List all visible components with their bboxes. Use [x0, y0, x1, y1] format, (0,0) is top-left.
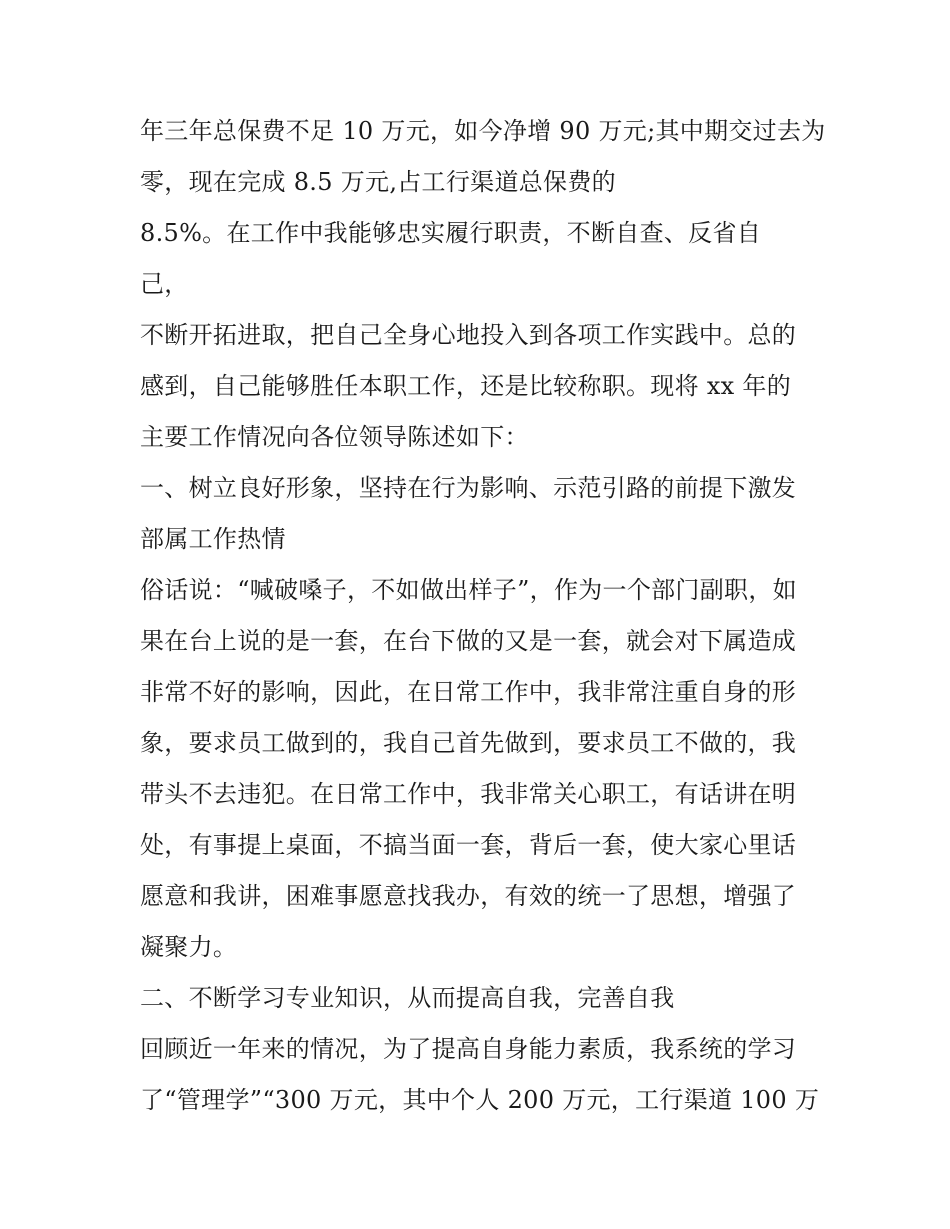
text-line: 了“管理学”“300 万元，其中个人 200 万元，工行渠道 100 万 [140, 1086, 820, 1114]
text-line: 愿意和我讲，困难事愿意找我办，有效的统一了思想，增强了 [140, 882, 797, 910]
text-line: 凝聚力。 [140, 933, 238, 961]
section-heading: 一、树立良好形象，坚持在行为影响、示范引路的前提下激发 [140, 474, 797, 502]
text-line: 俗话说：“喊破嗓子，不如做出样子”，作为一个部门副职，如 [140, 576, 797, 604]
text-line: 零，现在完成 8.5 万元,占工行渠道总保费的 [140, 168, 616, 196]
document-body [140, 106, 826, 1126]
text-line: 主要工作情况向各位领导陈述如下： [140, 423, 529, 451]
section-heading: 二、不断学习专业知识，从而提高自我，完善自我 [140, 984, 675, 1012]
text-line: 年三年总保费不足 10 万元，如今净增 90 万元;其中期交过去为 [140, 117, 826, 145]
text-line: 不断开拓进取，把自己全身心地投入到各项工作实践中。总的 [140, 321, 797, 349]
text-line: 8.5%。在工作中我能够忠实履行职责，不断自查、反省自 [140, 219, 762, 247]
text-line: 果在台上说的是一套，在台下做的又是一套，就会对下属造成 [140, 627, 797, 655]
section-heading: 部属工作热情 [140, 525, 286, 553]
text-line: 己， [140, 270, 189, 298]
text-line: 非常不好的影响，因此，在日常工作中，我非常注重自身的形 [140, 678, 797, 706]
text-line: 感到，自己能够胜任本职工作，还是比较称职。现将 xx 年的 [140, 372, 792, 400]
text-line: 带头不去违犯。在日常工作中，我非常关心职工，有话讲在明 [140, 780, 797, 808]
text-line: 处，有事提上桌面，不搞当面一套，背后一套，使大家心里话 [140, 831, 797, 859]
text-line: 回顾近一年来的情况，为了提高自身能力素质，我系统的学习 [140, 1035, 797, 1063]
text-line: 象，要求员工做到的，我自己首先做到，要求员工不做的，我 [140, 729, 797, 757]
